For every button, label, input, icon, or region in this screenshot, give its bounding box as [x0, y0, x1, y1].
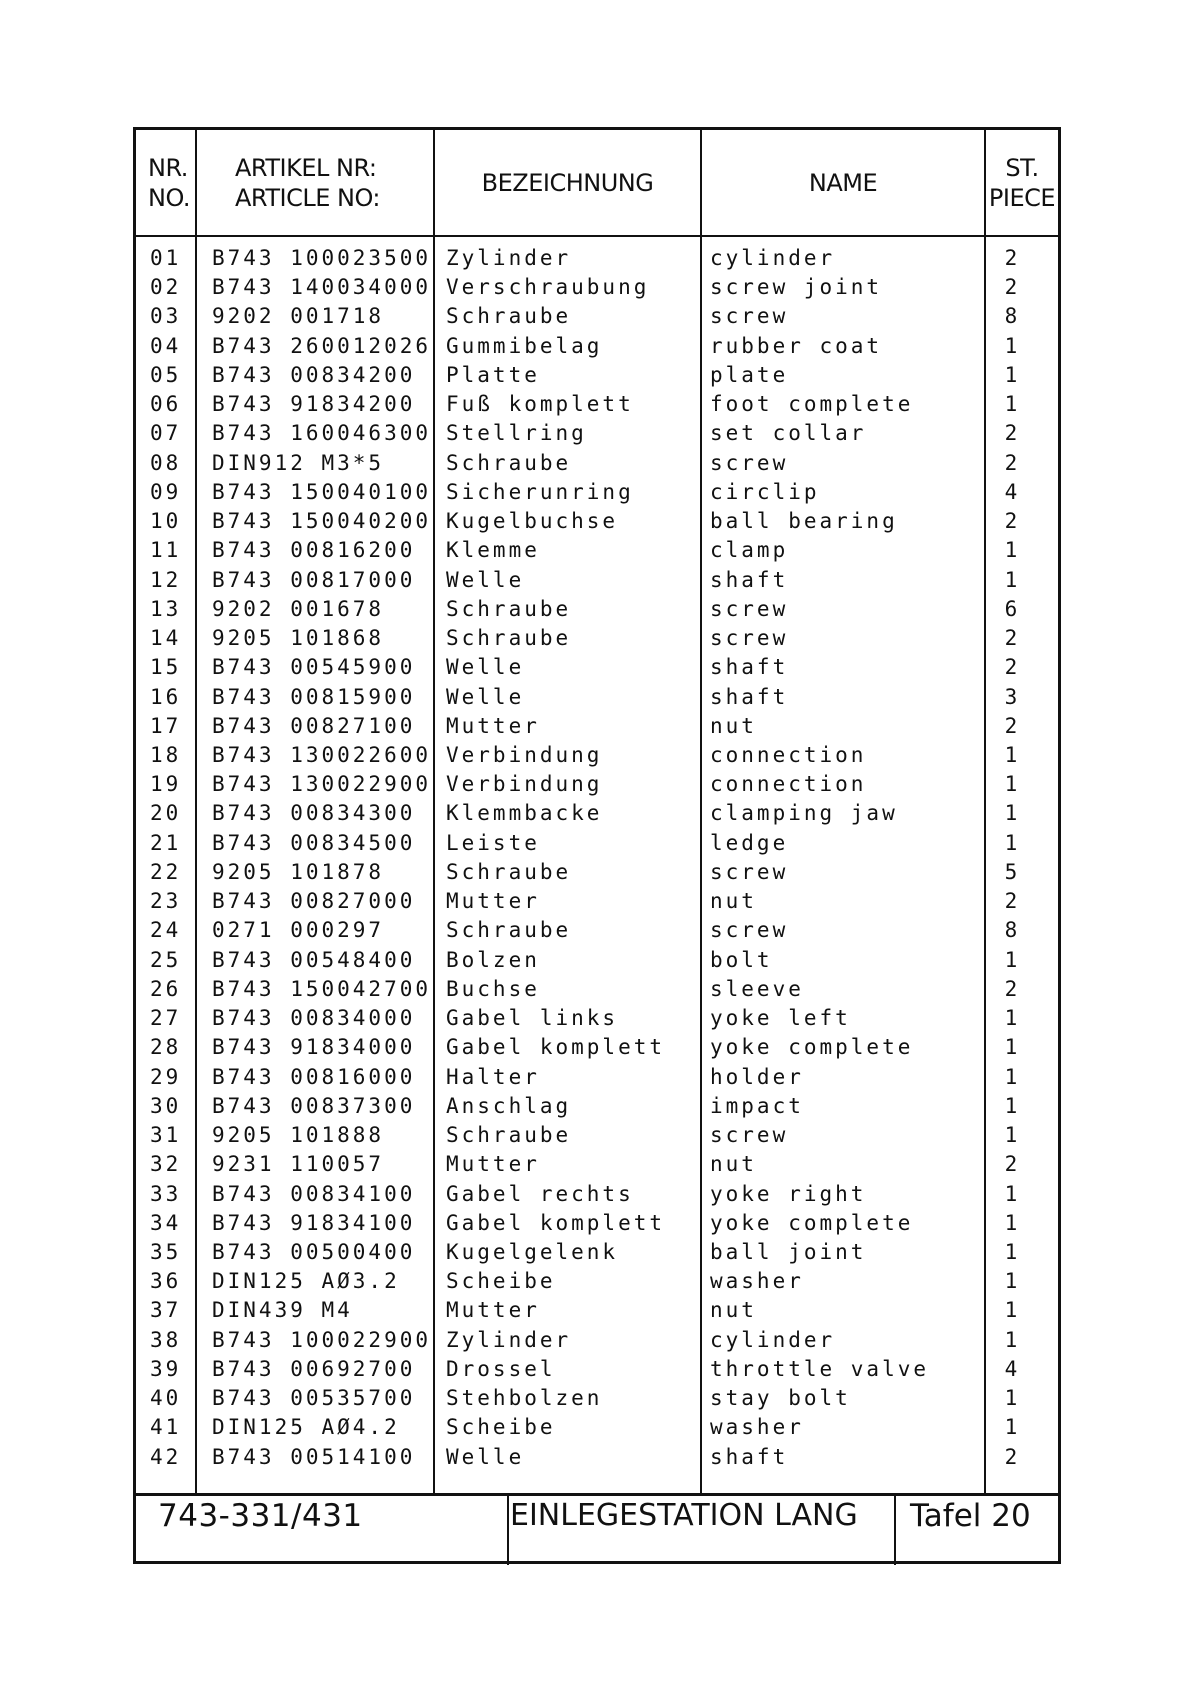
row-number: 02 [150, 275, 182, 300]
article-number: B743 91834200 [212, 392, 416, 417]
piece-count: 1 [1004, 538, 1018, 563]
english-name: ball bearing [710, 509, 898, 534]
english-name: nut [710, 889, 757, 914]
piece-count: 2 [1004, 889, 1018, 914]
table-row [136, 273, 1058, 302]
piece-count: 2 [1004, 626, 1018, 651]
row-number: 19 [150, 772, 182, 797]
row-number: 22 [150, 859, 182, 884]
header-article-line2: ARTICLE NO: [235, 183, 381, 212]
table-row [136, 536, 1058, 565]
german-designation: Fuß komplett [446, 392, 634, 417]
article-number: B743 100023500 [212, 246, 432, 270]
article-number: B743 260012026 [212, 333, 432, 358]
article-number: B743 00500400 [212, 1239, 416, 1264]
table-row [136, 1209, 1058, 1238]
english-name: stay bolt [710, 1386, 851, 1411]
english-name: connection [710, 772, 867, 797]
english-name: yoke left [710, 1006, 851, 1031]
row-number: 36 [150, 1269, 182, 1294]
row-number: 39 [150, 1356, 182, 1381]
piece-count: 1 [1004, 1093, 1018, 1118]
english-name: nut [710, 1152, 757, 1177]
german-designation: Scheibe [446, 1415, 556, 1440]
row-number: 06 [150, 392, 182, 417]
table-row [136, 741, 1058, 770]
german-designation: Mutter [446, 1298, 540, 1323]
article-number: B743 160046300 [212, 421, 432, 446]
table-row [136, 712, 1058, 741]
header-article-line1: ARTIKEL NR: [235, 153, 377, 182]
english-name: shaft [710, 567, 789, 592]
piece-count: 1 [1004, 1327, 1018, 1352]
english-name: impact [710, 1093, 804, 1118]
article-number: B743 91834000 [212, 1035, 416, 1060]
german-designation: Klemmbacke [446, 801, 603, 826]
table-row [136, 829, 1058, 858]
german-designation: Gabel komplett [446, 1210, 666, 1235]
english-name: foot complete [710, 392, 914, 417]
article-number: B743 91834100 [212, 1210, 416, 1235]
english-name: shaft [710, 684, 789, 709]
piece-count: 1 [1004, 1006, 1018, 1031]
piece-count: 1 [1004, 1181, 1018, 1206]
row-number: 11 [150, 538, 182, 563]
german-designation: Sicherunring [446, 479, 634, 504]
piece-count: 8 [1004, 304, 1018, 329]
english-name: holder [710, 1064, 804, 1089]
row-number: 08 [150, 450, 182, 475]
english-name: ball joint [710, 1239, 867, 1264]
german-designation: Stehbolzen [446, 1386, 603, 1411]
article-number: B743 00817000 [212, 567, 416, 592]
row-number: 21 [150, 830, 182, 855]
german-designation: Schraube [446, 918, 572, 943]
parts-list-sheet [133, 127, 1061, 1564]
row-number: 41 [150, 1415, 182, 1440]
header-nr-line1: NR. [148, 153, 188, 182]
english-name: yoke complete [710, 1035, 914, 1060]
table-row [136, 566, 1058, 595]
english-name: ledge [710, 830, 789, 855]
article-number: B743 00834000 [212, 1006, 416, 1031]
english-name: yoke complete [710, 1210, 914, 1235]
english-name: washer [710, 1269, 804, 1294]
table-row [136, 478, 1058, 507]
row-number: 01 [150, 246, 182, 270]
piece-count: 1 [1004, 772, 1018, 797]
german-designation: Mutter [446, 713, 540, 738]
english-name: clamp [710, 538, 789, 563]
english-name: rubber coat [710, 333, 883, 358]
article-number: B743 100022900 [212, 1327, 432, 1352]
article-number: 9202 001678 [212, 596, 385, 621]
table-row [136, 1180, 1058, 1209]
german-designation: Mutter [446, 889, 540, 914]
german-designation: Verbindung [446, 772, 603, 797]
german-designation: Zylinder [446, 1327, 572, 1352]
article-number: B743 150040200 [212, 509, 432, 534]
header-nr-line2: NO. [148, 183, 190, 212]
piece-count: 1 [1004, 1415, 1018, 1440]
table-row [136, 916, 1058, 945]
table-row [136, 1326, 1058, 1355]
german-designation: Kugelgelenk [446, 1239, 619, 1264]
article-number: B743 00535700 [212, 1386, 416, 1411]
german-designation: Welle [446, 567, 525, 592]
row-number: 40 [150, 1386, 182, 1411]
table-row [136, 332, 1058, 361]
row-number: 04 [150, 333, 182, 358]
german-designation: Halter [446, 1064, 540, 1089]
row-number: 13 [150, 596, 182, 621]
piece-count: 2 [1004, 1152, 1018, 1177]
table-row [136, 975, 1058, 1004]
article-number: B743 150042700 [212, 976, 432, 1001]
german-designation: Schraube [446, 626, 572, 651]
footer-divider-left [507, 1493, 509, 1565]
german-designation: Bolzen [446, 947, 540, 972]
table-row [136, 1443, 1058, 1472]
header-piece-line1: ST. [1005, 153, 1039, 182]
article-number: 9202 001718 [212, 304, 385, 329]
article-number: 9205 101868 [212, 626, 385, 651]
plate-number: Tafel 20 [910, 1498, 1031, 1534]
piece-count: 1 [1004, 362, 1018, 387]
english-name: screw [710, 304, 789, 329]
german-designation: Mutter [446, 1152, 540, 1177]
piece-count: 1 [1004, 1210, 1018, 1235]
article-number: DIN125 AØ3.2 [212, 1269, 400, 1294]
article-number: B743 130022900 [212, 772, 432, 797]
piece-count: 2 [1004, 655, 1018, 680]
header-bezeichnung-label: BEZEICHNUNG [481, 168, 654, 197]
row-number: 27 [150, 1006, 182, 1031]
header-bezeichnung [435, 130, 700, 235]
row-number: 09 [150, 479, 182, 504]
german-designation: Verbindung [446, 742, 603, 767]
article-number: 9231 110057 [212, 1152, 385, 1177]
row-number: 07 [150, 421, 182, 446]
row-number: 20 [150, 801, 182, 826]
german-designation: Schraube [446, 450, 572, 475]
german-designation: Buchse [446, 976, 540, 1001]
table-row [136, 887, 1058, 916]
piece-count: 2 [1004, 275, 1018, 300]
piece-count: 1 [1004, 830, 1018, 855]
english-name: nut [710, 713, 757, 738]
english-name: throttle valve [710, 1356, 930, 1381]
english-name: sleeve [710, 976, 804, 1001]
parts-table-body [136, 244, 1058, 1472]
table-row [136, 624, 1058, 653]
piece-count: 4 [1004, 479, 1018, 504]
english-name: screw [710, 596, 789, 621]
german-designation: Welle [446, 1444, 525, 1469]
table-row [136, 419, 1058, 448]
german-designation: Leiste [446, 830, 540, 855]
row-number: 03 [150, 304, 182, 329]
english-name: plate [710, 362, 789, 387]
german-designation: Schraube [446, 304, 572, 329]
row-number: 05 [150, 362, 182, 387]
row-number: 23 [150, 889, 182, 914]
table-row [136, 507, 1058, 536]
article-number: B743 00816000 [212, 1064, 416, 1089]
header-article [235, 130, 425, 235]
english-name: washer [710, 1415, 804, 1440]
article-number: B743 00548400 [212, 947, 416, 972]
english-name: connection [710, 742, 867, 767]
piece-count: 3 [1004, 684, 1018, 709]
piece-count: 2 [1004, 450, 1018, 475]
piece-count: 1 [1004, 801, 1018, 826]
header-piece-line2: PIECE [988, 183, 1056, 212]
piece-count: 1 [1004, 1064, 1018, 1089]
piece-count: 1 [1004, 567, 1018, 592]
english-name: circlip [710, 479, 820, 504]
german-designation: Gabel rechts [446, 1181, 634, 1206]
english-name: clamping jaw [710, 801, 898, 826]
row-number: 12 [150, 567, 182, 592]
row-number: 38 [150, 1327, 182, 1352]
article-number: B743 00834200 [212, 362, 416, 387]
piece-count: 1 [1004, 392, 1018, 417]
article-number: B743 150040100 [212, 479, 432, 504]
german-designation: Scheibe [446, 1269, 556, 1294]
english-name: shaft [710, 1444, 789, 1469]
table-row [136, 302, 1058, 331]
german-designation: Gabel komplett [446, 1035, 666, 1060]
piece-count: 1 [1004, 1239, 1018, 1264]
piece-count: 1 [1004, 1386, 1018, 1411]
piece-count: 1 [1004, 1123, 1018, 1148]
row-number: 16 [150, 684, 182, 709]
table-row [136, 799, 1058, 828]
table-row [136, 449, 1058, 478]
row-number: 33 [150, 1181, 182, 1206]
article-number: 9205 101878 [212, 859, 385, 884]
article-number: B743 00545900 [212, 655, 416, 680]
german-designation: Schraube [446, 596, 572, 621]
piece-count: 1 [1004, 333, 1018, 358]
piece-count: 2 [1004, 421, 1018, 446]
table-row [136, 1296, 1058, 1325]
german-designation: Zylinder [446, 246, 572, 270]
table-row [136, 770, 1058, 799]
english-name: cylinder [710, 246, 836, 270]
piece-count: 8 [1004, 918, 1018, 943]
piece-count: 1 [1004, 1269, 1018, 1294]
piece-count: 1 [1004, 1035, 1018, 1060]
header-name-label: NAME [808, 168, 878, 197]
german-designation: Welle [446, 684, 525, 709]
table-row [136, 1092, 1058, 1121]
assembly-title: EINLEGESTATION LANG [510, 1498, 858, 1533]
footer-divider [136, 1493, 1058, 1496]
german-designation: Schraube [446, 859, 572, 884]
german-designation: Platte [446, 362, 540, 387]
row-number: 32 [150, 1152, 182, 1177]
article-number: DIN912 M3*5 [212, 450, 385, 475]
row-number: 15 [150, 655, 182, 680]
row-number: 26 [150, 976, 182, 1001]
english-name: screw [710, 450, 789, 475]
english-name: screw [710, 1123, 789, 1148]
article-number: B743 130022600 [212, 742, 432, 767]
article-number: B743 00827000 [212, 889, 416, 914]
table-row [136, 361, 1058, 390]
piece-count: 2 [1004, 246, 1018, 270]
row-number: 31 [150, 1123, 182, 1148]
piece-count: 2 [1004, 509, 1018, 534]
table-row [136, 1384, 1058, 1413]
article-number: B743 00834300 [212, 801, 416, 826]
table-row [136, 1033, 1058, 1062]
article-number: B743 00827100 [212, 713, 416, 738]
article-number: DIN125 AØ4.2 [212, 1415, 400, 1440]
table-row [136, 1413, 1058, 1442]
english-name: screw [710, 859, 789, 884]
row-number: 24 [150, 918, 182, 943]
row-number: 28 [150, 1035, 182, 1060]
english-name: bolt [710, 947, 773, 972]
piece-count: 1 [1004, 1298, 1018, 1323]
german-designation: Drossel [446, 1356, 556, 1381]
piece-count: 6 [1004, 596, 1018, 621]
header-name [702, 130, 984, 235]
table-row [136, 946, 1058, 975]
table-row [136, 1267, 1058, 1296]
row-number: 17 [150, 713, 182, 738]
table-row [136, 1063, 1058, 1092]
table-row [136, 390, 1058, 419]
english-name: screw [710, 918, 789, 943]
english-name: screw [710, 626, 789, 651]
article-number: B743 00815900 [212, 684, 416, 709]
german-designation: Stellring [446, 421, 587, 446]
english-name: screw joint [710, 275, 883, 300]
piece-count: 4 [1004, 1356, 1018, 1381]
german-designation: Klemme [446, 538, 540, 563]
table-row [136, 1238, 1058, 1267]
article-number: B743 140034000 [212, 275, 432, 300]
article-number: B743 00514100 [212, 1444, 416, 1469]
german-designation: Schraube [446, 1123, 572, 1148]
article-number: B743 00837300 [212, 1093, 416, 1118]
article-number: B743 00692700 [212, 1356, 416, 1381]
article-number: 0271 000297 [212, 918, 385, 943]
table-row [136, 1004, 1058, 1033]
piece-count: 1 [1004, 742, 1018, 767]
table-row [136, 1121, 1058, 1150]
article-number: B743 00834100 [212, 1181, 416, 1206]
piece-count: 2 [1004, 976, 1018, 1001]
piece-count: 2 [1004, 1444, 1018, 1469]
row-number: 37 [150, 1298, 182, 1323]
table-row [136, 858, 1058, 887]
english-name: nut [710, 1298, 757, 1323]
drawing-number: 743-331/431 [158, 1498, 363, 1534]
row-number: 42 [150, 1444, 182, 1469]
header-nr [148, 130, 194, 235]
article-number: 9205 101888 [212, 1123, 385, 1148]
article-number: B743 00834500 [212, 830, 416, 855]
article-number: DIN439 M4 [212, 1298, 353, 1323]
german-designation: Welle [446, 655, 525, 680]
header-piece [986, 130, 1058, 235]
row-number: 14 [150, 626, 182, 651]
german-designation: Gummibelag [446, 333, 603, 358]
row-number: 10 [150, 509, 182, 534]
row-number: 25 [150, 947, 182, 972]
table-row [136, 244, 1058, 273]
english-name: cylinder [710, 1327, 836, 1352]
table-row [136, 653, 1058, 682]
footer-divider-right [894, 1493, 896, 1565]
piece-count: 1 [1004, 947, 1018, 972]
row-number: 30 [150, 1093, 182, 1118]
german-designation: Verschraubung [446, 275, 650, 300]
piece-count: 5 [1004, 859, 1018, 884]
row-number: 18 [150, 742, 182, 767]
table-row [136, 595, 1058, 624]
english-name: set collar [710, 421, 867, 446]
table-row [136, 683, 1058, 712]
english-name: shaft [710, 655, 789, 680]
header-divider [136, 235, 1058, 237]
piece-count: 2 [1004, 713, 1018, 738]
table-row [136, 1355, 1058, 1384]
table-row [136, 1150, 1058, 1179]
article-number: B743 00816200 [212, 538, 416, 563]
german-designation: Gabel links [446, 1006, 619, 1031]
row-number: 34 [150, 1210, 182, 1235]
german-designation: Anschlag [446, 1093, 572, 1118]
english-name: yoke right [710, 1181, 867, 1206]
german-designation: Kugelbuchse [446, 509, 619, 534]
row-number: 29 [150, 1064, 182, 1089]
row-number: 35 [150, 1239, 182, 1264]
